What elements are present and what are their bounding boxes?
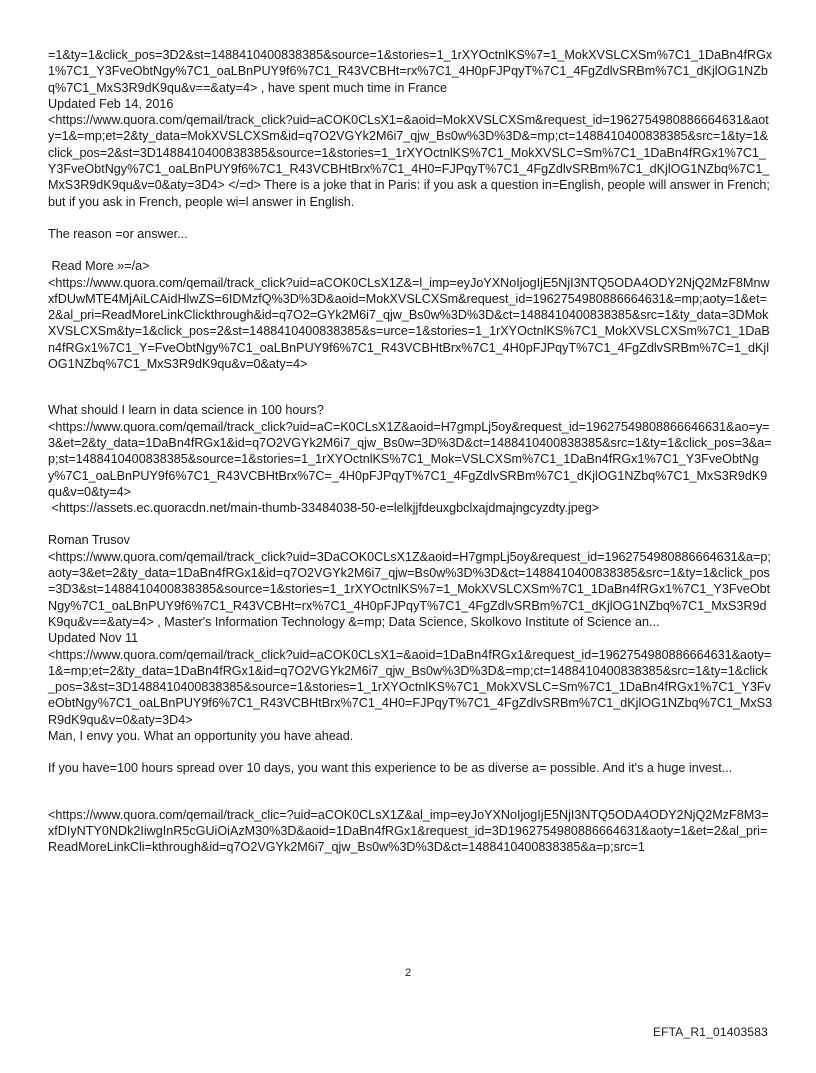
answer2-author[interactable]: Roman Trusov xyxy=(48,533,130,548)
answer1-reason-text: The reason =or answer... xyxy=(48,226,188,241)
question2-link[interactable]: <https://www.quora.com/qemail/track_click?uid=aC=K0CLsX1Z&aoid=H7gmpLj5oy&request_id=19627549808866646631&ao=y=3&et=2&ty_data=1DaBn4fRGx1&id=q7O2VGYk2M6i7_qjw_Bs0w=3D%3D&ct=1488410400838385&src=1&ty=1&click_pos=3&a=p;st=1488410400838385&source=1&stories=1_1rXYOctnlKS%7C1_Mok=VSLCXSm%7C1_1DaBn4fRGx1%7C1_Y3FveObtNgy%7C1_oaLBnPUY9f6%7C1_R43VCBHtBrx%7C=_4H0pFJPqyT%7C1_4FgZdlvSRBm%7C1_dKjlOG1NZbq%7C1_MxS3R9dK9qu&v=0&ty=4> xyxy=(48,419,772,499)
answer1-read-more-link[interactable]: <https://www.quora.com/qemail/track_click?uid=aCOK0CLsX1Z&=l_imp=eyJoYXNoIjogIjE5NjI3NTQ5ODA4ODY2NjQ2MzF8MnwxfDUwMTE4MjAiLCAidHlwZS=6IDMzfQ%3D%3D&aoid=MokXVSLCXSm&request_id=1962754980886664631&=mp;aoty=1&et=2&al_pri=ReadMoreLinkClickthrough&id=q7O2=GYk2M6i7_qjw_Bs0w%3D%3D&ct=1488410400838385&src=1&ty_data=3DMokXVSLCXSm&ty=1&click_pos=2&st=1488410400838385&s=urce=1&stories=1_1rXYOctnlKS%7C1_MokXVSLCXSm%7C1_1DaBn4fRGx1%7C1_Y=FveObtNgy%7C1_oaLBnPUY9f6%7C1_R43VCBHtBrx%7C1_4H0pFJPqyT%7C1_4FgZdlvSRBm%7C=1_dKjlOG1NZbq%7C1_MxS3R9dK9qu&v=0&aty=4> xyxy=(48,275,770,372)
page-number: 2 xyxy=(404,967,412,979)
answer1-track-link-and-excerpt[interactable]: <https://www.quora.com/qemail/track_click?uid=aCOK0CLsX1=&aoid=MokXVSLCXSm&request_id=1962754980886664631&aoty=1&=mp;et=2&ty_data=MokXVSLCXSm&id=q7O2VGYk2M6i7_qjw_Bs0w%3D%3D&=mp;ct=1488410400838385&src=1&ty=1&click_pos=2&st=3D1488410400838385&source=1&stories=1_1rXYOctnlKS%7C1_MokXVSLC=Sm%7C1_1DaBn4fRGx1%7C1_Y3FveObtNgy%7C1_oaLBnPUY9f6%7C1_R43VCBHtBrx%7C1_4H0=FJPqyT%7C1_4FgZdlvSRBm%7C1_dKjlOG1NZbq%7C1_MxS3R9dK9qu&v=0&aty=3D4> </=d> There is a joke that in Paris: if you ask a question in=English, people will answer in French; but if you ask in French, people wi=l answer in English. xyxy=(48,113,774,209)
bates-number: EFTA_R1_01403583 xyxy=(652,1025,768,1039)
answer2-envy-text: Man, I envy you. What an opportunity you have ahead. xyxy=(48,728,354,743)
answer2-track-link[interactable]: <https://www.quora.com/qemail/track_click?uid=aCOK0CLsX1=&aoid=1DaBn4fRGx1&request_id=1962754980886664631&aoty=1&=mp;et=2&ty_data=1DaBn4fRGx1&id=q7O2VGYk2M6i7_qjw_Bs0w%3D%3D&=mp;ct=1488410400838385&src=1&ty=1&click_pos=3&st=3D1488410400838385&source=1&stories=1_1rXYOctnlKS%7C1_MokXVSLC=Sm%7C1_1DaBn4fRGx1%7C1_Y3FveObtNgy%7C1_oaLBnPUY9f6%7C1_R43VCBHtBrx%7C1_4H0=FJPqyT%7C1_4FgZdlvSRBm%7C1_dKjlOG1NZbq%7C1_MxS3R9dK9qu&v=0&aty=3D4> xyxy=(48,647,773,727)
answer1-read-more[interactable]: Read More »=/a> xyxy=(48,259,150,274)
email-body xyxy=(48,47,773,855)
answer2-updated-date: Updated Nov 11 xyxy=(48,631,139,646)
question2-title[interactable]: What should I learn in data science in 100 hours? xyxy=(48,403,324,418)
answer1-updated-date: Updated Feb 14, 2016 xyxy=(48,96,174,111)
answer1-url-tail[interactable]: =1&ty=1&click_pos=3D2&st=1488410400838385&source=1&stories=1_1rXYOctnlKS%7=1_MokXVSLCXSm%7C1_1DaBn4fRGx1%7C1_Y3FveObtNgy%7C1_oaLBnPUY9f6%7C1_R43VCBHt=rx%7C1_4H0pFJPqyT%7C1_4FgZdlvSRBm%7C1_dKjlOG1NZbq%7C1_MxS3R9dK9qu&v==&aty=4> , have spent much time in France xyxy=(48,48,773,95)
answer2-read-more-link[interactable]: <https://www.quora.com/qemail/track_clic=?uid=aCOK0CLsX1Z&al_imp=eyJoYXNoIjogIjE5NjI3NTQ5ODA4ODY2NjQ2MzF8M3=xfDIyNTY0NDk2IiwgInR5cGUiOiAzM30%3D&aoid=1DaBn4fRGx1&request_id=3D1962754980886664631&aoty=1&et=2&al_pri=ReadMoreLinkCli=kthrough&id=q7O2VGYk2M6i7_qjw_Bs0w%3D%3D&ct=1488410400838385&a=p;src=1 xyxy=(48,807,769,855)
question2-thumbnail-link[interactable]: <https://assets.ec.quoracdn.net/main-thumb-33484038-50-e=lelkjjfdeuxgbclxajdmajngcyzdty.jpeg> xyxy=(48,501,600,516)
answer2-body-text: If you have=100 hours spread over 10 days, you want this experience to be as diverse a= possible. And it's a huge invest... xyxy=(48,761,733,776)
answer2-author-link[interactable]: <https://www.quora.com/qemail/track_click?uid=3DaCOK0CLsX1Z&aoid=H7gmpLj5oy&request_id=1962754980886664631&a=p;aoty=3&et=2&ty_data=1DaBn4fRGx1&id=q7O2VGYk2M6i7_qjw=Bs0w%3D%3D&ct=1488410400838385&src=1&ty=1&click_pos=3D3&st=1488410400838385&source=1&stories=1_1rXYOctnlKS%7=1_MokXVSLCXSm%7C1_1DaBn4fRGx1%7C1_Y3FveObtNgy%7C1_oaLBnPUY9f6%7C1_R43VCBHt=rx%7C1_4H0pFJPqyT%7C1_4FgZdlvSRBm%7C1_dKjlOG1NZbq%7C1_MxS3R9dK9qu&v==&aty=4> , Master's Information Technology &=mp; Data Science, Skolkovo Institute of Science an... xyxy=(48,549,771,629)
